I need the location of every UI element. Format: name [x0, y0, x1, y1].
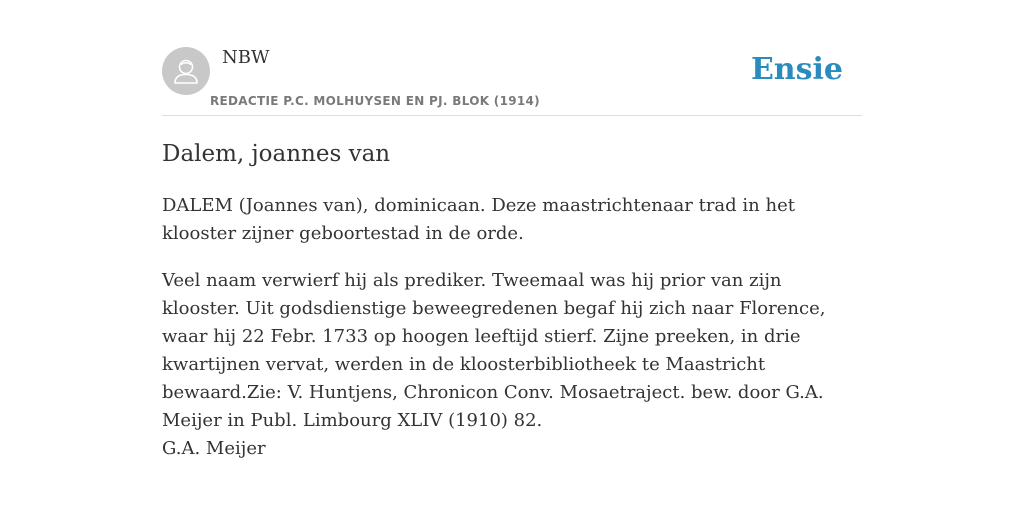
user-avatar-icon[interactable]: [162, 47, 210, 95]
article-body: [162, 192, 862, 435]
article-paragraph: DALEM (Joannes van), dominicaan. Deze maastrichtenaar trad in het klooster zijner geboortestad in de orde.: [162, 195, 795, 244]
article-title: Dalem, joannes van: [162, 141, 391, 167]
article-author: G.A. Meijer: [162, 438, 266, 459]
source-name[interactable]: NBW: [222, 47, 270, 68]
article-paragraph: Veel naam verwierf hij als prediker. Tweemaal was hij prior van zijn klooster. Uit godsdienstige beweegredenen begaf hij zich naar Florence, waar hij 22 Febr. 1733 op hoogen leeftijd stierf. Zijne preeken, in drie kwartijnen vervat, werden in de kloosterbibliotheek te Maastricht bewaard.Zie: V. Huntjens, Chronicon Conv. Mosaetraject. bew. door G.A. Meijer in Publ. Limbourg XLIV (1910) 82.: [162, 270, 826, 431]
source-subtitle: REDACTIE P.C. MOLHUYSEN EN PJ. BLOK (1914): [210, 94, 540, 108]
ensie-logo-link[interactable]: Ensie: [750, 52, 843, 87]
person-outline-icon: [162, 47, 210, 95]
header-divider: [162, 115, 862, 116]
